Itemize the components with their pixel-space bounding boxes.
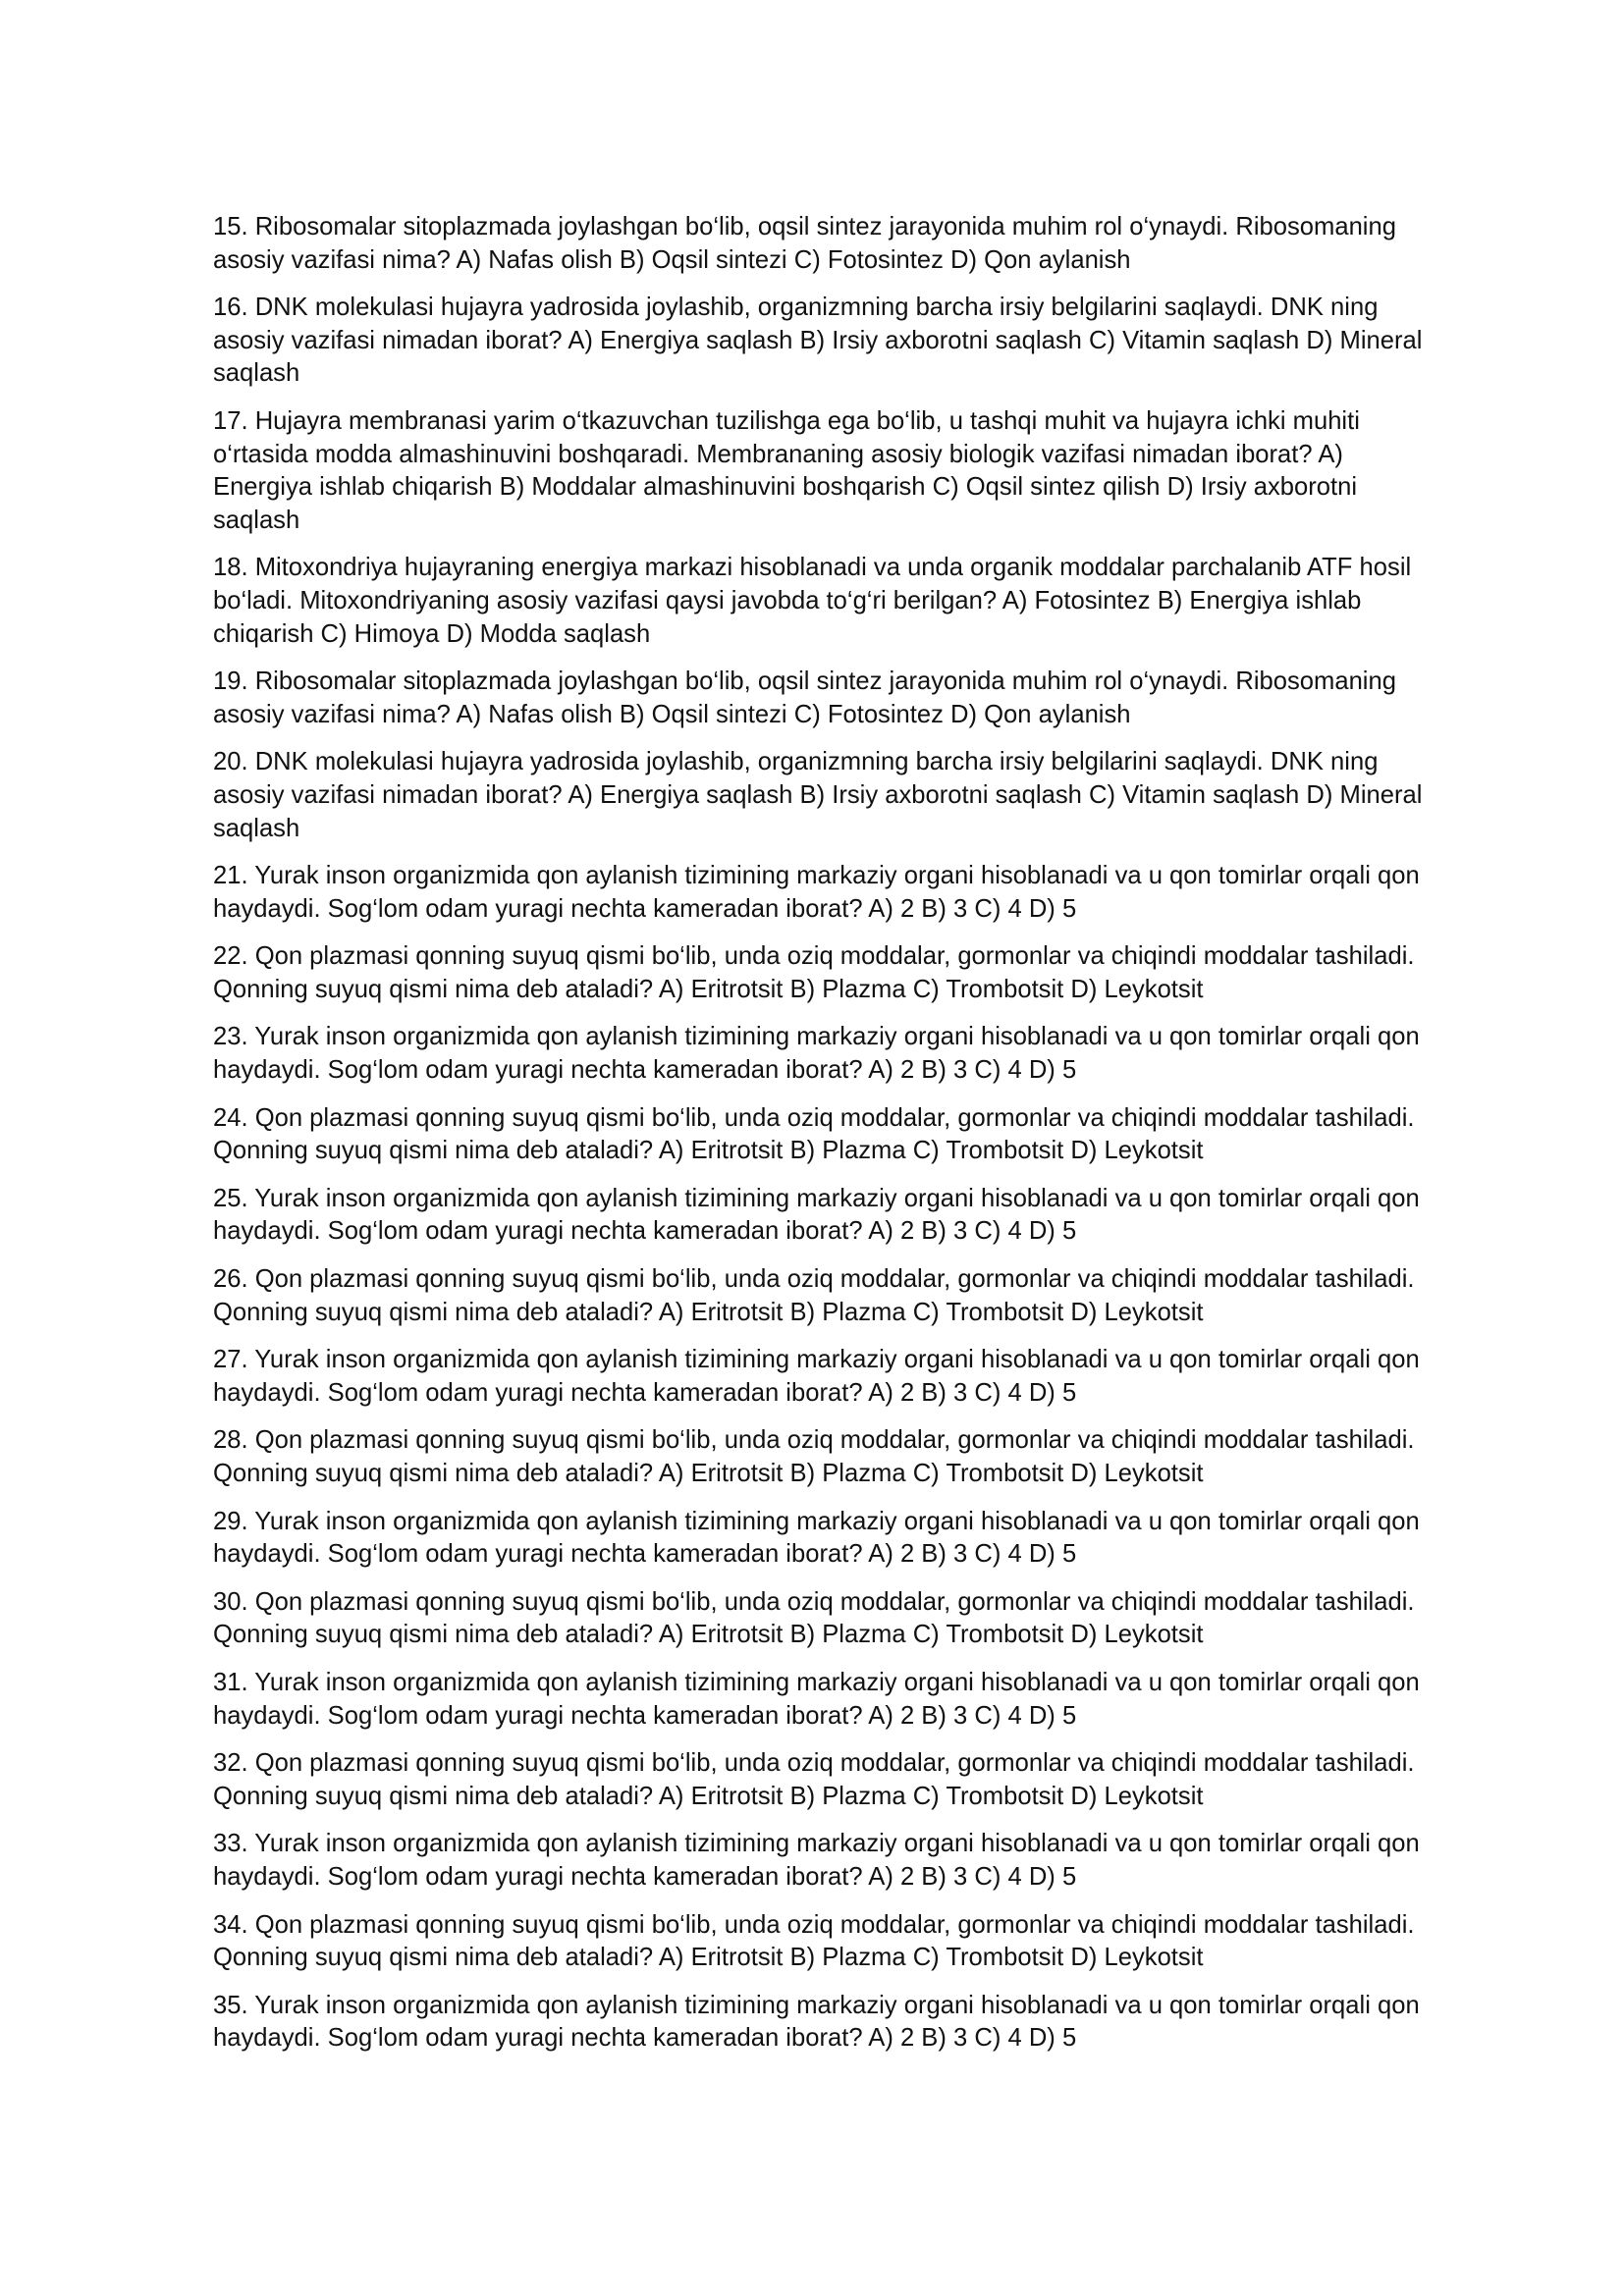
question-32: 32. Qon plazmasi qonning suyuq qismi bo‘lib, unda oziq moddalar, gormonlar va chiqindi moddalar tashiladi. Qonning suyuq qismi nima deb ataladi? A) Eritrotsit B) Plazma C) Trombotsit D) Leykotsit: [213, 1749, 1415, 1810]
question-20: 20. DNK molekulasi hujayra yadrosida joylashib, organizmning barcha irsiy belgilarini saqlaydi. DNK ning asosiy vazifasi nimadan iborat? A) Energiya saqlash B) Irsiy axborotni saqlash C) Vitamin saqlash D) Mineral saqlash: [213, 748, 1423, 842]
question-35: 35. Yurak inson organizmida qon aylanish tizimining markaziy organi hisoblanadi va u qon tomirlar orqali qon haydaydi. Sog‘lom odam yuragi nechta kameradan iborat? A) 2 B) 3 C) 4 D) 5: [213, 1991, 1420, 2053]
question-31: 31. Yurak inson organizmida qon aylanish tizimining markaziy organi hisoblanadi va u qon tomirlar orqali qon haydaydi. Sog‘lom odam yuragi nechta kameradan iborat? A) 2 B) 3 C) 4 D) 5: [213, 1668, 1420, 1730]
question-26: 26. Qon plazmasi qonning suyuq qismi bo‘lib, unda oziq moddalar, gormonlar va chiqindi moddalar tashiladi. Qonning suyuq qismi nima deb ataladi? A) Eritrotsit B) Plazma C) Trombotsit D) Leykotsit: [213, 1265, 1415, 1326]
question-34: 34. Qon plazmasi qonning suyuq qismi bo‘lib, unda oziq moddalar, gormonlar va chiqindi moddalar tashiladi. Qonning suyuq qismi nima deb ataladi? A) Eritrotsit B) Plazma C) Trombotsit D) Leykotsit: [213, 1910, 1415, 1972]
question-33: 33. Yurak inson organizmida qon aylanish tizimining markaziy organi hisoblanadi va u qon tomirlar orqali qon haydaydi. Sog‘lom odam yuragi nechta kameradan iborat? A) 2 B) 3 C) 4 D) 5: [213, 1830, 1420, 1891]
question-16: 16. DNK molekulasi hujayra yadrosida joylashib, organizmning barcha irsiy belgilarini saqlaydi. DNK ning asosiy vazifasi nimadan iborat? A) Energiya saqlash B) Irsiy axborotni saqlash C) Vitamin saqlash D) Mineral saqlash: [213, 294, 1423, 388]
question-list: [213, 211, 1431, 2070]
question-27: 27. Yurak inson organizmida qon aylanish tizimining markaziy organi hisoblanadi va u qon tomirlar orqali qon haydaydi. Sog‘lom odam yuragi nechta kameradan iborat? A) 2 B) 3 C) 4 D) 5: [213, 1346, 1420, 1407]
question-29: 29. Yurak inson organizmida qon aylanish tizimining markaziy organi hisoblanadi va u qon tomirlar orqali qon haydaydi. Sog‘lom odam yuragi nechta kameradan iborat? A) 2 B) 3 C) 4 D) 5: [213, 1507, 1420, 1569]
question-25: 25. Yurak inson organizmida qon aylanish tizimining markaziy organi hisoblanadi va u qon tomirlar orqali qon haydaydi. Sog‘lom odam yuragi nechta kameradan iborat? A) 2 B) 3 C) 4 D) 5: [213, 1184, 1420, 1246]
question-22: 22. Qon plazmasi qonning suyuq qismi bo‘lib, unda oziq moddalar, gormonlar va chiqindi moddalar tashiladi. Qonning suyuq qismi nima deb ataladi? A) Eritrotsit B) Plazma C) Trombotsit D) Leykotsit: [213, 942, 1415, 1003]
question-24: 24. Qon plazmasi qonning suyuq qismi bo‘lib, unda oziq moddalar, gormonlar va chiqindi moddalar tashiladi. Qonning suyuq qismi nima deb ataladi? A) Eritrotsit B) Plazma C) Trombotsit D) Leykotsit: [213, 1103, 1415, 1165]
question-18: 18. Mitoxondriya hujayraning energiya markazi hisoblanadi va unda organik moddalar parchalanib ATF hosil bo‘ladi. Mitoxondriyaning asosiy vazifasi qaysi javobda to‘g‘ri berilgan? A) Fotosintez B) Energiya ishlab chiqarish C) Himoya D) Modda saqlash: [213, 554, 1412, 648]
question-15: 15. Ribosomalar sitoplazmada joylashgan bo‘lib, oqsil sintez jarayonida muhim rol o‘ynaydi. Ribosomaning asosiy vazifasi nima? A) Nafas olish B) Oqsil sintezi C) Fotosintez D) Qon aylanish: [213, 213, 1396, 274]
question-19: 19. Ribosomalar sitoplazmada joylashgan bo‘lib, oqsil sintez jarayonida muhim rol o‘ynaydi. Ribosomaning asosiy vazifasi nima? A) Nafas olish B) Oqsil sintezi C) Fotosintez D) Qon aylanish: [213, 667, 1396, 728]
question-30: 30. Qon plazmasi qonning suyuq qismi bo‘lib, unda oziq moddalar, gormonlar va chiqindi moddalar tashiladi. Qonning suyuq qismi nima deb ataladi? A) Eritrotsit B) Plazma C) Trombotsit D) Leykotsit: [213, 1587, 1415, 1649]
question-28: 28. Qon plazmasi qonning suyuq qismi bo‘lib, unda oziq moddalar, gormonlar va chiqindi moddalar tashiladi. Qonning suyuq qismi nima deb ataladi? A) Eritrotsit B) Plazma C) Trombotsit D) Leykotsit: [213, 1426, 1415, 1487]
question-23: 23. Yurak inson organizmida qon aylanish tizimining markaziy organi hisoblanadi va u qon tomirlar orqali qon haydaydi. Sog‘lom odam yuragi nechta kameradan iborat? A) 2 B) 3 C) 4 D) 5: [213, 1023, 1420, 1085]
question-21: 21. Yurak inson organizmida qon aylanish tizimining markaziy organi hisoblanadi va u qon tomirlar orqali qon haydaydi. Sog‘lom odam yuragi nechta kameradan iborat? A) 2 B) 3 C) 4 D) 5: [213, 862, 1420, 923]
question-17: 17. Hujayra membranasi yarim o‘tkazuvchan tuzilishga ega bo‘lib, u tashqi muhit va hujayra ichki muhiti o‘rtasida modda almashinuvini boshqaradi. Membrananing asosiy biologik vazifasi nimadan iborat? A) Energiya ishlab chiqarish B) Moddalar almashinuvini boshqarish C) Oqsil sintez qilish D) Irsiy axborotni saqlash: [213, 406, 1360, 534]
